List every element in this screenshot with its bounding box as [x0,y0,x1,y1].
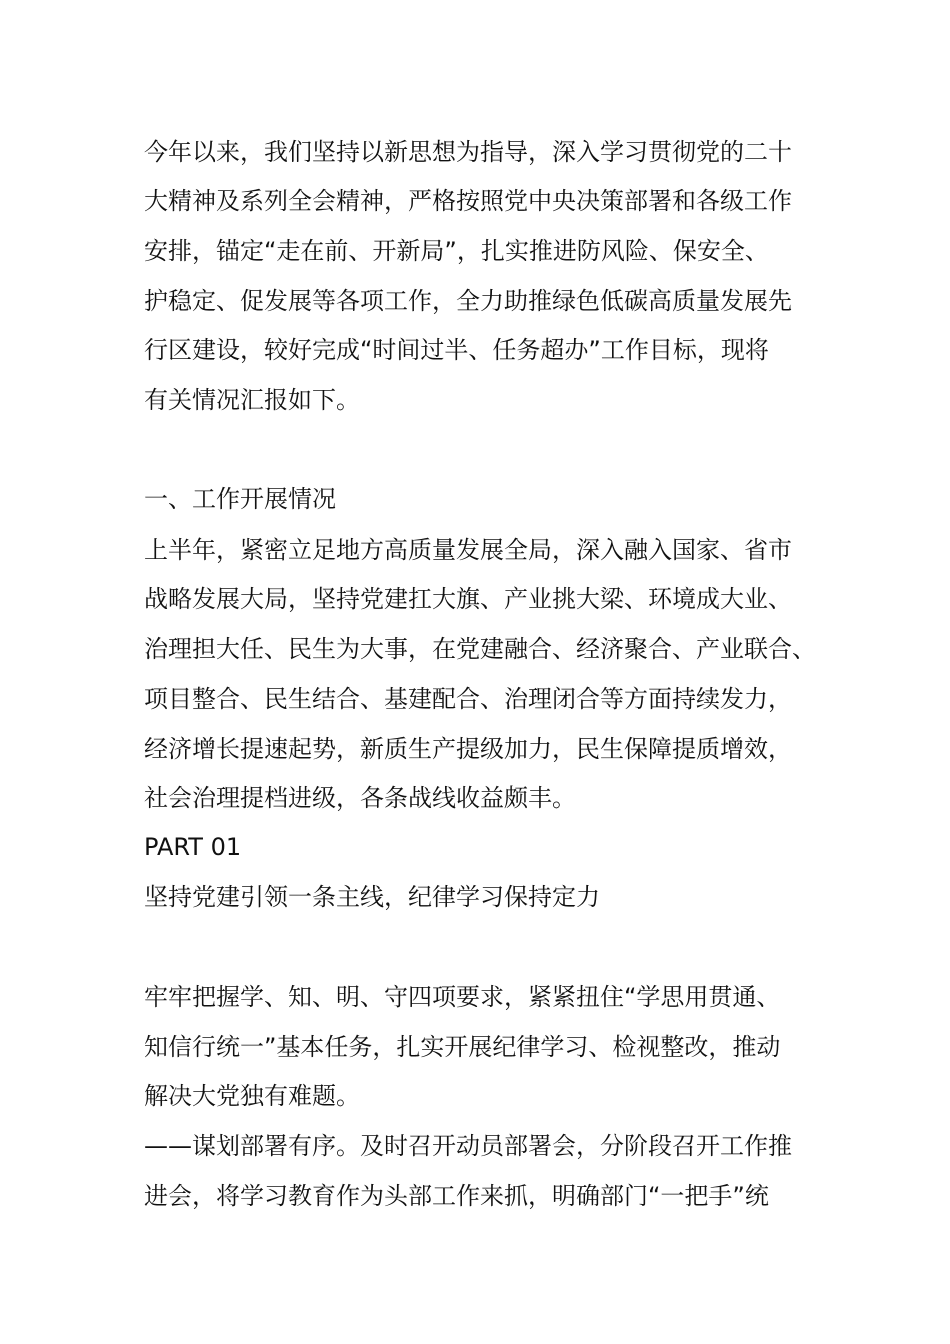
section-line-6: 社会治理提档进级，各条战线收益颇丰。 [144,784,576,812]
part-line-3: 解决大党独有难题。 [144,1082,360,1110]
part-title: 坚持党建引领一条主线，纪律学习保持定力 [144,883,600,911]
intro-line-2: 大精神及系列全会精神，严格按照党中央决策部署和各级工作 [144,187,792,215]
intro-line-1: 今年以来，我们坚持以新思想为指导，深入学习贯彻党的二十 [144,138,792,166]
intro-line-6: 有关情况汇报如下。 [144,386,360,414]
part-line-1: 牢牢把握学、知、明、守四项要求，紧紧扭住“学思用贯通、 [144,983,781,1011]
section-line-5: 经济增长提速起势，新质生产提级加力，民生保障提质增效， [144,735,792,763]
section-line-3: 治理担大任、民生为大事，在党建融合、经济聚合、产业联合、 [144,635,816,663]
section-line-1: 上半年，紧密立足地方高质量发展全局，深入融入国家、省市 [144,536,792,564]
part-label: PART 01 [144,833,242,861]
section-heading: 一、工作开展情况 [144,485,336,513]
part-line-5: 进会，将学习教育作为头部工作来抓，明确部门“一把手”统 [144,1182,769,1210]
intro-line-3: 安排，锚定“走在前、开新局”，扎实推进防风险、保安全、 [144,237,769,265]
section-line-2: 战略发展大局，坚持党建扛大旗、产业挑大梁、环境成大业、 [144,585,792,613]
part-line-4: ——谋划部署有序。及时召开动员部署会，分阶段召开工作推 [144,1132,792,1160]
part-line-2: 知信行统一”基本任务，扎实开展纪律学习、检视整改，推动 [144,1033,781,1061]
intro-line-5: 行区建设，较好完成“时间过半、任务超办”工作目标，现将 [144,336,769,364]
intro-line-4: 护稳定、促发展等各项工作，全力助推绿色低碳高质量发展先 [144,287,792,315]
section-line-4: 项目整合、民生结合、基建配合、治理闭合等方面持续发力， [144,685,792,713]
